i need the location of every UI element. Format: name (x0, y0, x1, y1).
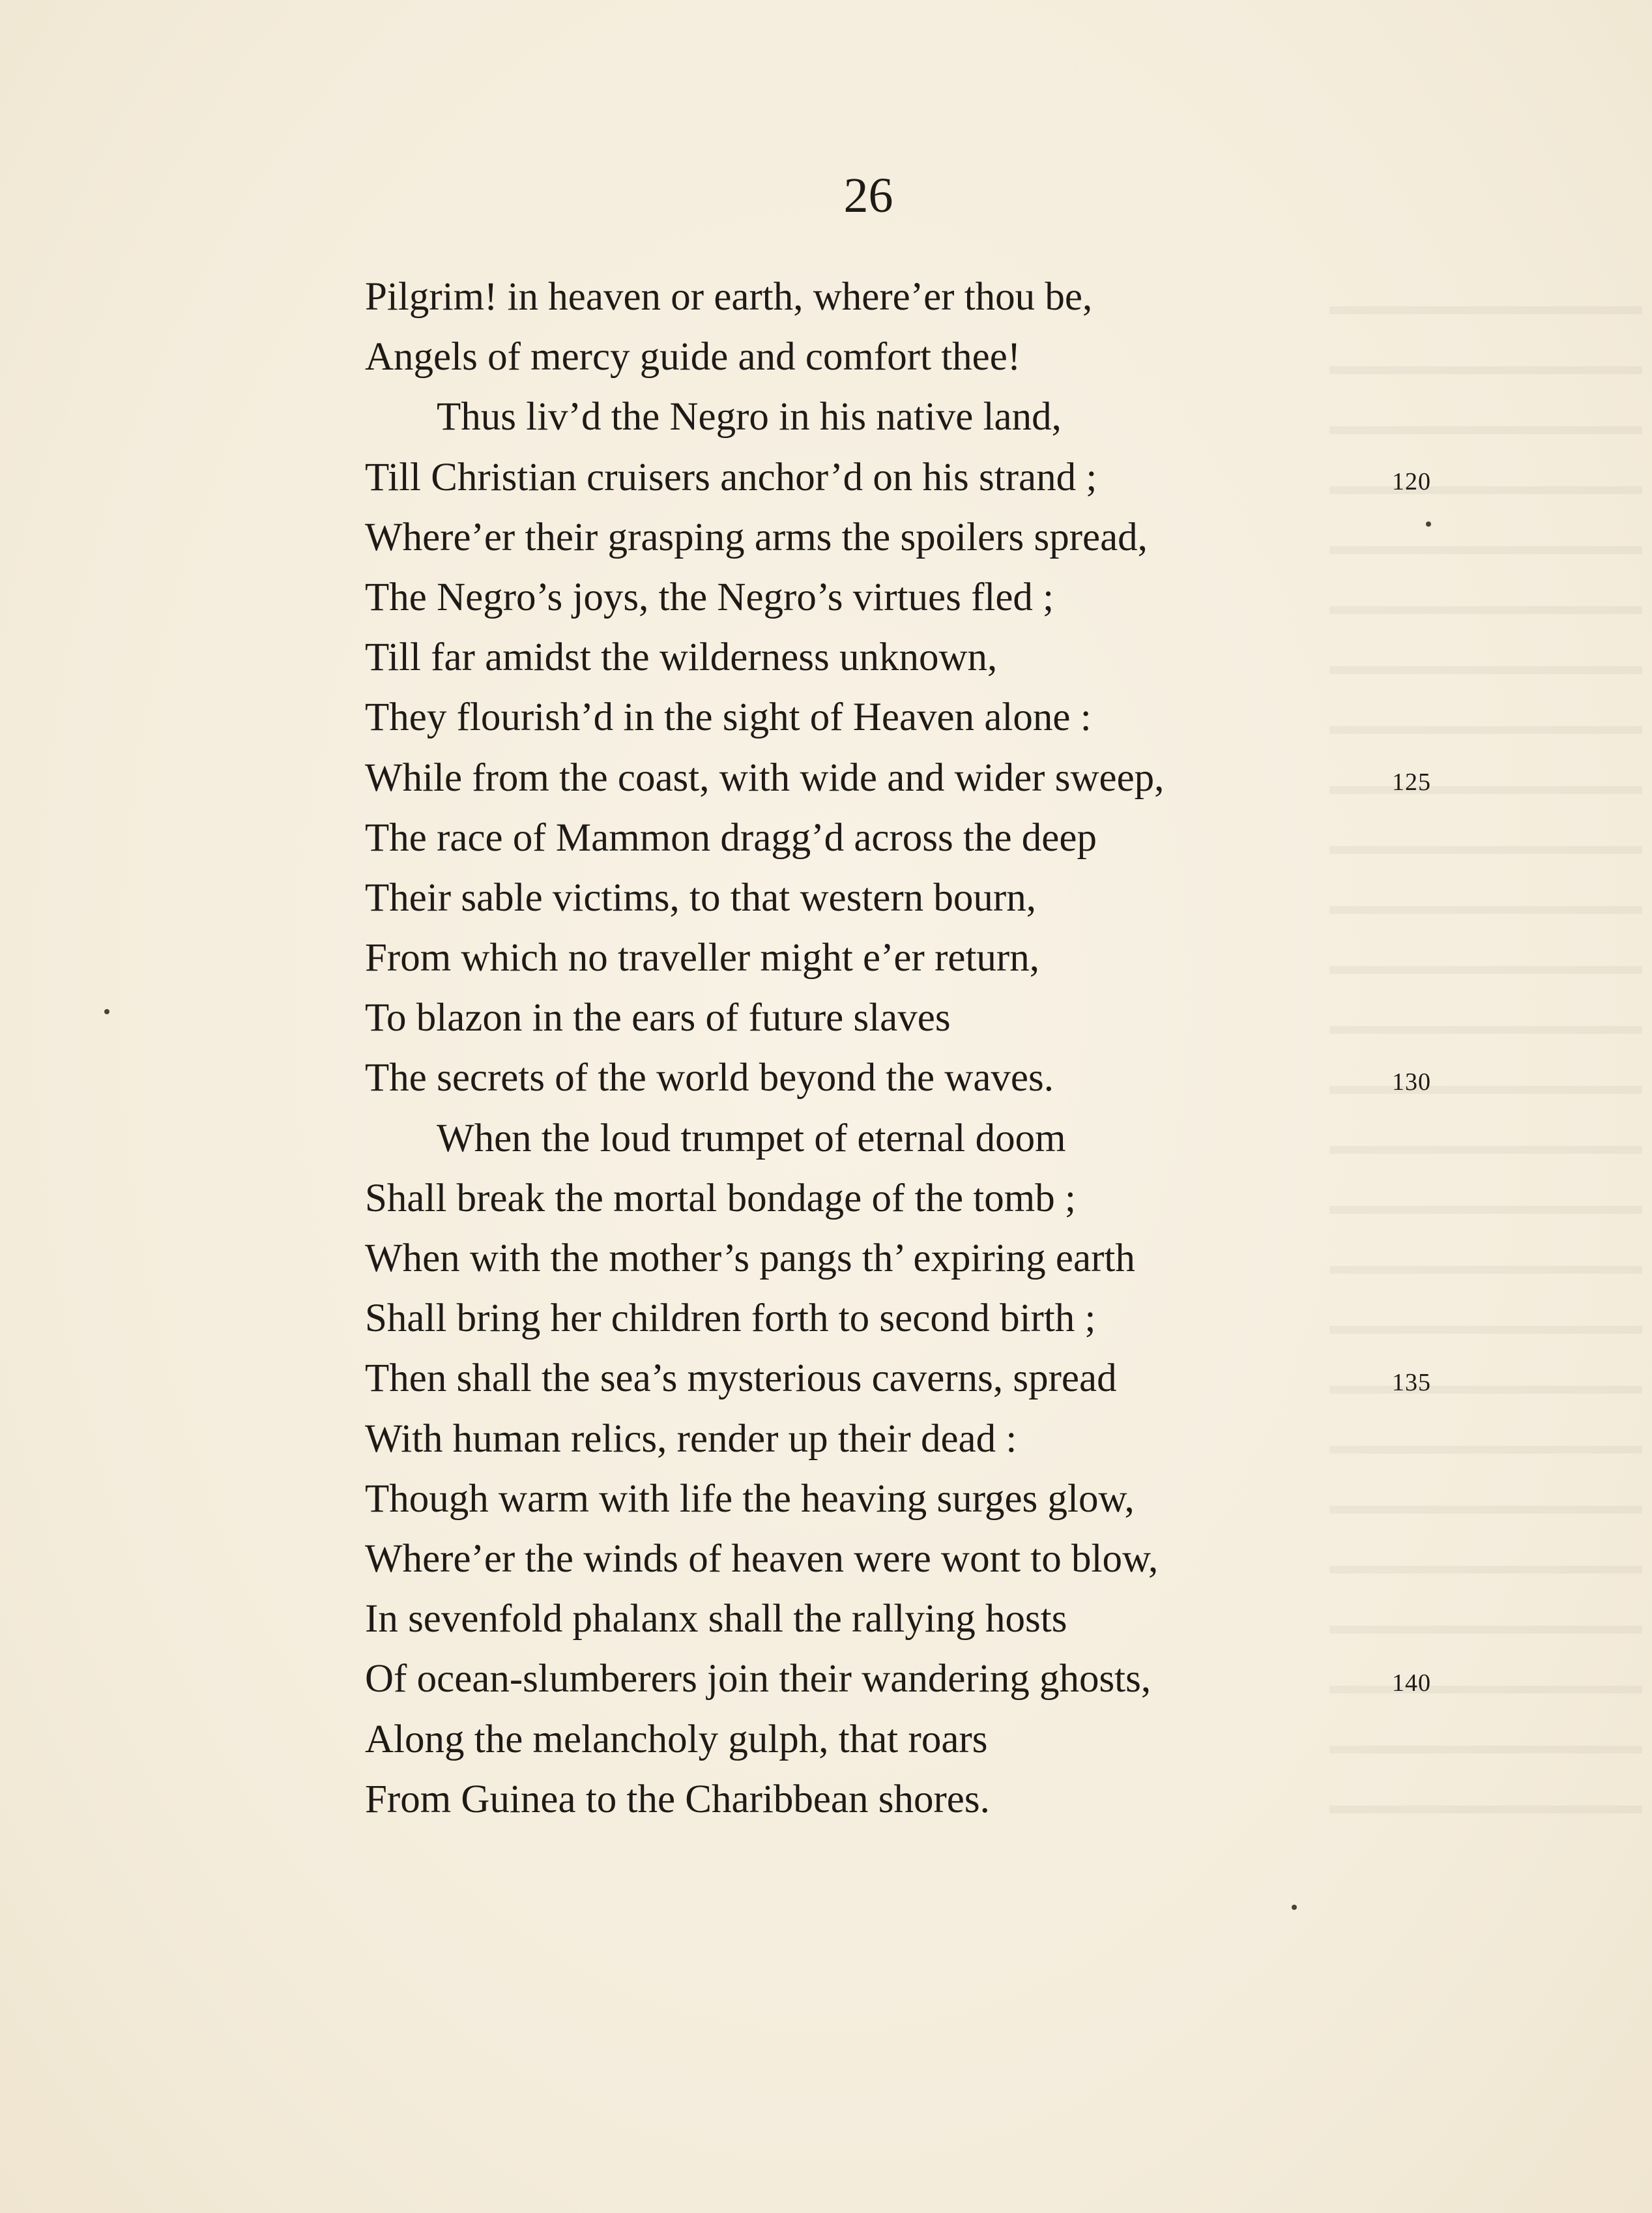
line-number: 135 (1392, 1369, 1431, 1397)
poem-line: Though warm with life the heaving surges glow, (365, 1476, 1135, 1521)
poem-line: Angels of mercy guide and comfort thee! (365, 335, 1021, 379)
line-number: 125 (1392, 768, 1431, 796)
line-number: 130 (1392, 1068, 1431, 1096)
line-number: 140 (1392, 1669, 1431, 1697)
poem-line: Where’er the winds of heaven were wont to blow, (365, 1536, 1159, 1581)
poem-line: In sevenfold phalanx shall the rallying hosts (365, 1597, 1067, 1641)
poem-line: Thus liv’d the Negro in his native land, (437, 395, 1062, 439)
poem-line: Their sable victims, to that western bourn, (365, 875, 1036, 920)
paper-speck (104, 1009, 109, 1014)
poem-line: To blazon in the ears of future slaves (365, 996, 951, 1040)
poem-line: Till Christian cruisers anchor’d on his strand ; 120 (365, 448, 1473, 508)
page-number: 26 (843, 168, 893, 223)
poem-line: The Negro’s joys, the Negro’s virtues fled ; (365, 575, 1054, 619)
poem-body (365, 267, 1473, 1830)
line-number: 120 (1392, 467, 1431, 495)
poem-line: Then shall the sea’s mysterious caverns, spread 135 (365, 1349, 1473, 1409)
poem-line: Pilgrim! in heaven or earth, where’er thou be, (365, 275, 1093, 319)
poem-line: They flourish’d in the sight of Heaven alone : (365, 696, 1092, 740)
poem-line: Shall break the mortal bondage of the tomb ; (365, 1176, 1076, 1220)
paper-speck (1292, 1905, 1297, 1910)
poem-line: Along the melancholy gulph, that roars (365, 1717, 988, 1761)
poem-line: While from the coast, with wide and wider sweep, 125 (365, 748, 1473, 808)
poem-line: With human relics, render up their dead : (365, 1416, 1017, 1461)
poem-line: The secrets of the world beyond the waves. 130 (365, 1048, 1473, 1108)
poem-line: When the loud trumpet of eternal doom (437, 1116, 1066, 1160)
poem-line: When with the mother’s pangs th’ expiring earth (365, 1237, 1135, 1280)
poem-line: From Guinea to the Charibbean shores. (365, 1777, 990, 1821)
poem-line: Till far amidst the wilderness unknown, (365, 636, 998, 680)
poem-line: Where’er their grasping arms the spoilers spread, (365, 515, 1148, 559)
poem-line: The race of Mammon dragg’d across the deep (365, 815, 1097, 860)
poem-line: Of ocean-slumberers join their wandering ghosts, 140 (365, 1649, 1473, 1709)
poem-line: From which no traveller might e’er return, (365, 936, 1039, 980)
poem-line: Shall bring her children forth to second birth ; (365, 1297, 1096, 1341)
